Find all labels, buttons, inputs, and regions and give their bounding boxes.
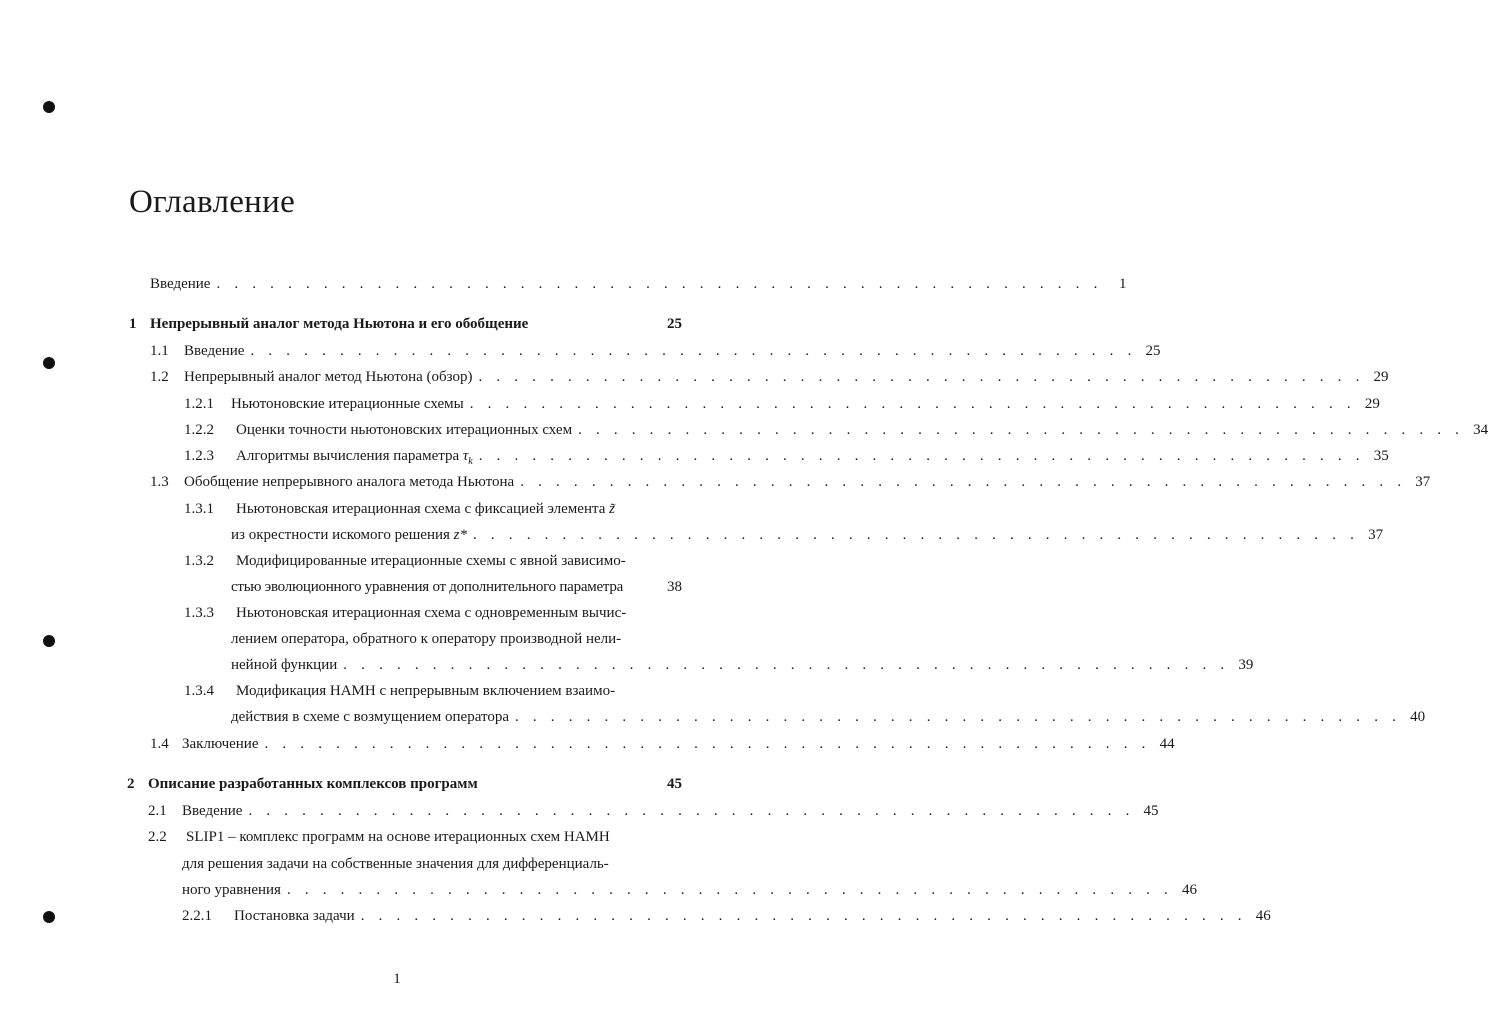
toc-number: 2.2 bbox=[148, 829, 167, 845]
toc-page: 34 bbox=[1473, 422, 1488, 438]
math-tau: τ bbox=[462, 448, 469, 464]
toc-label-line2: для решения задачи на собственные значения для дифференциаль- bbox=[182, 856, 609, 872]
toc-page: 37 bbox=[1368, 527, 1384, 543]
toc-number: 1.3.2 bbox=[184, 553, 214, 569]
toc-label: Оценки точности ньютоновских итерационных схем bbox=[236, 422, 573, 438]
toc-label-line3: ного уравнения bbox=[182, 882, 281, 898]
toc-label: Введение bbox=[150, 276, 211, 292]
dot-leader: . . . . . . . . . . . . . . . . . . . . . . . . . . . . . . . . . . . . . . . . . . . . . . . . . . bbox=[360, 908, 1247, 924]
binding-hole bbox=[43, 635, 55, 647]
toc-label-text: из окрестности искомого решения bbox=[231, 527, 450, 543]
toc-label: Заключение bbox=[182, 736, 259, 752]
toc-label-line3: нейной функции bbox=[231, 657, 338, 673]
toc-label: Введение bbox=[184, 343, 245, 359]
toc-label: Постановка задачи bbox=[234, 908, 355, 924]
toc-page: 45 bbox=[1143, 803, 1159, 819]
toc-page: 40 bbox=[1410, 709, 1426, 725]
toc-entry-1-3-1[interactable] bbox=[184, 501, 682, 523]
toc-page: 25 bbox=[667, 316, 682, 332]
toc-number: 1.2 bbox=[150, 369, 169, 385]
toc-label-line1: Ньютоновская итерационная схема с одновременным вычис- bbox=[236, 605, 627, 621]
toc-chapter-2[interactable] bbox=[127, 776, 682, 798]
toc-number: 1.2.1 bbox=[184, 396, 214, 412]
toc-number: 1.3.3 bbox=[184, 605, 214, 621]
toc-entry-2-2-cont[interactable] bbox=[182, 856, 682, 878]
binding-hole bbox=[43, 101, 55, 113]
dot-leader: . . . . . . . . . . . . . . . . . . . . . . . . . . . . . . . . . . . . . . . . . . . . . . . . . . bbox=[250, 343, 1137, 359]
toc-entry-1-4[interactable] bbox=[150, 736, 1175, 758]
toc-label-line1 bbox=[236, 501, 615, 518]
toc-page: 45 bbox=[667, 776, 682, 792]
dot-leader: . . . . . . . . . . . . . . . . . . . . . . . . . . . . . . . . . . . . . . . . . . . . . . . . . . bbox=[469, 396, 1356, 412]
toc-label: Введение bbox=[182, 803, 243, 819]
toc-page: 25 bbox=[1145, 343, 1161, 359]
toc-entry-intro[interactable] bbox=[150, 276, 1127, 298]
toc-entry-1-3-3-cont[interactable] bbox=[231, 631, 682, 653]
toc-label-line1: SLIP1 – комплекс программ на основе итерационных схем НАМН bbox=[186, 829, 610, 845]
toc-page: 46 bbox=[1255, 908, 1271, 924]
toc-page: 29 bbox=[1364, 396, 1380, 412]
toc-number: 1.1 bbox=[150, 343, 169, 359]
toc-page: 35 bbox=[1373, 448, 1389, 464]
toc-entry-2-2-1[interactable] bbox=[182, 908, 1271, 930]
dot-leader: . . . . . . . . . . . . . . . . . . . . . . . . . . . . . . . . . . . . . . . . . . . . . . . . . . bbox=[520, 474, 1407, 490]
toc-label: Непрерывный аналог метода Ньютона и его обобщение bbox=[150, 316, 529, 332]
toc-number: 2.1 bbox=[148, 803, 167, 819]
toc-entry-1-3-1-cont[interactable] bbox=[231, 527, 1384, 549]
toc-number: 2.2.1 bbox=[182, 908, 212, 924]
toc-page: 29 bbox=[1373, 369, 1389, 385]
toc-label-line2: стью эволюционного уравнения от дополнительного параметра bbox=[231, 579, 624, 595]
toc-number: 1 bbox=[129, 316, 137, 332]
dot-leader: . . . . . . . . . . . . . . . . . . . . . . . . . . . . . . . . . . . . . . . . . . . . . . . . . . bbox=[286, 882, 1173, 898]
toc-entry-2-2[interactable] bbox=[148, 829, 682, 851]
dot-leader: . . . . . . . . . . . . . . . . . . . . . . . . . . . . . . . . . . . . . . . . . . . . . . . . . . bbox=[478, 448, 1365, 464]
toc-entry-1-3-3-cont2[interactable] bbox=[231, 657, 1254, 679]
toc-label: Обобщение непрерывного аналога метода Ньютона bbox=[184, 474, 515, 490]
toc-entry-1-3-2[interactable] bbox=[184, 553, 682, 575]
toc-label-line1: Модифицированные итерационные схемы с явной зависимо- bbox=[236, 553, 626, 569]
toc-label-line2: лением оператора, обратного к оператору производной нели- bbox=[231, 631, 622, 647]
toc-entry-1-3-4[interactable] bbox=[184, 683, 682, 705]
toc-label-text: Алгоритмы вычисления параметра bbox=[236, 448, 460, 464]
dot-leader: . . . . . . . . . . . . . . . . . . . . . . . . . . . . . . . . . . . . . . . . . . . . . . . . . . bbox=[264, 736, 1151, 752]
toc-entry-1-2-3[interactable] bbox=[184, 448, 1389, 470]
toc-entry-1-2[interactable] bbox=[150, 369, 1389, 391]
toc-number: 1.3.1 bbox=[184, 501, 214, 517]
toc-page: 46 bbox=[1182, 882, 1197, 898]
dot-leader: . . . . . . . . . . . . . . . . . . . . . . . . . . . . . . . . . . . . . . . . . . . . . . . . . . bbox=[216, 276, 1103, 292]
toc-page: 38 bbox=[667, 579, 682, 595]
toc-number: 1.3 bbox=[150, 474, 169, 490]
toc-label-line2 bbox=[231, 527, 467, 544]
toc-entry-2-1[interactable] bbox=[148, 803, 1159, 825]
math-subscript: k bbox=[468, 456, 473, 467]
page-title: Оглавление bbox=[129, 184, 296, 220]
toc-entry-1-2-2[interactable] bbox=[184, 422, 1488, 444]
toc-entry-1-3-4-cont[interactable] bbox=[231, 709, 1426, 731]
dot-leader: . . . . . . . . . . . . . . . . . . . . . . . . . . . . . . . . . . . . . . . . . . . . . . . . . . bbox=[473, 527, 1360, 543]
toc-entry-1-3-2-cont[interactable] bbox=[231, 579, 682, 601]
toc-label-line2: действия в схеме с возмущением оператора bbox=[231, 709, 509, 725]
math-z-tilde: z̃ bbox=[609, 501, 615, 517]
toc-entry-1-3-3[interactable] bbox=[184, 605, 682, 627]
toc-page: 1 bbox=[1119, 276, 1127, 292]
toc-entry-2-2-cont2[interactable] bbox=[182, 882, 1197, 904]
toc-number: 1.2.3 bbox=[184, 448, 214, 464]
toc-label: Непрерывный аналог метод Ньютона (обзор) bbox=[184, 369, 473, 385]
toc-entry-1-3[interactable] bbox=[150, 474, 1431, 496]
toc-page: 37 bbox=[1415, 474, 1431, 490]
toc-entry-1-1[interactable] bbox=[150, 343, 1161, 365]
dot-leader: . . . . . . . . . . . . . . . . . . . . . . . . . . . . . . . . . . . . . . . . . . . . . . . . . . bbox=[578, 422, 1465, 438]
dot-leader: . . . . . . . . . . . . . . . . . . . . . . . . . . . . . . . . . . . . . . . . . . . . . . . . . . bbox=[515, 709, 1402, 725]
toc-chapter-1[interactable] bbox=[129, 316, 682, 338]
toc-label: Описание разработанных комплексов программ bbox=[148, 776, 478, 792]
toc-label-text: Ньютоновская итерационная схема с фиксацией элемента bbox=[236, 501, 606, 517]
toc-label bbox=[236, 448, 473, 468]
dot-leader: . . . . . . . . . . . . . . . . . . . . . . . . . . . . . . . . . . . . . . . . . . . . . . . . . . bbox=[478, 369, 1365, 385]
math-z-star: z* bbox=[453, 527, 467, 543]
binding-hole bbox=[43, 357, 55, 369]
toc-number: 1.3.4 bbox=[184, 683, 214, 699]
toc-number: 1.2.2 bbox=[184, 422, 214, 438]
toc-page: 44 bbox=[1159, 736, 1175, 752]
toc-number: 1.4 bbox=[150, 736, 169, 752]
toc-label: Ньютоновские итерационные схемы bbox=[231, 396, 464, 412]
binding-hole bbox=[43, 911, 55, 923]
page-number: 1 bbox=[393, 971, 401, 987]
dot-leader: . . . . . . . . . . . . . . . . . . . . . . . . . . . . . . . . . . . . . . . . . . . . . . . . . . bbox=[248, 803, 1135, 819]
toc-page: 39 bbox=[1238, 657, 1254, 673]
toc-label-line1: Модификация НАМН с непрерывным включением взаимо- bbox=[236, 683, 616, 699]
toc-number: 2 bbox=[127, 776, 135, 792]
toc-entry-1-2-1[interactable] bbox=[184, 396, 1380, 418]
dot-leader: . . . . . . . . . . . . . . . . . . . . . . . . . . . . . . . . . . . . . . . . . . . . . . . . . . bbox=[343, 657, 1230, 673]
